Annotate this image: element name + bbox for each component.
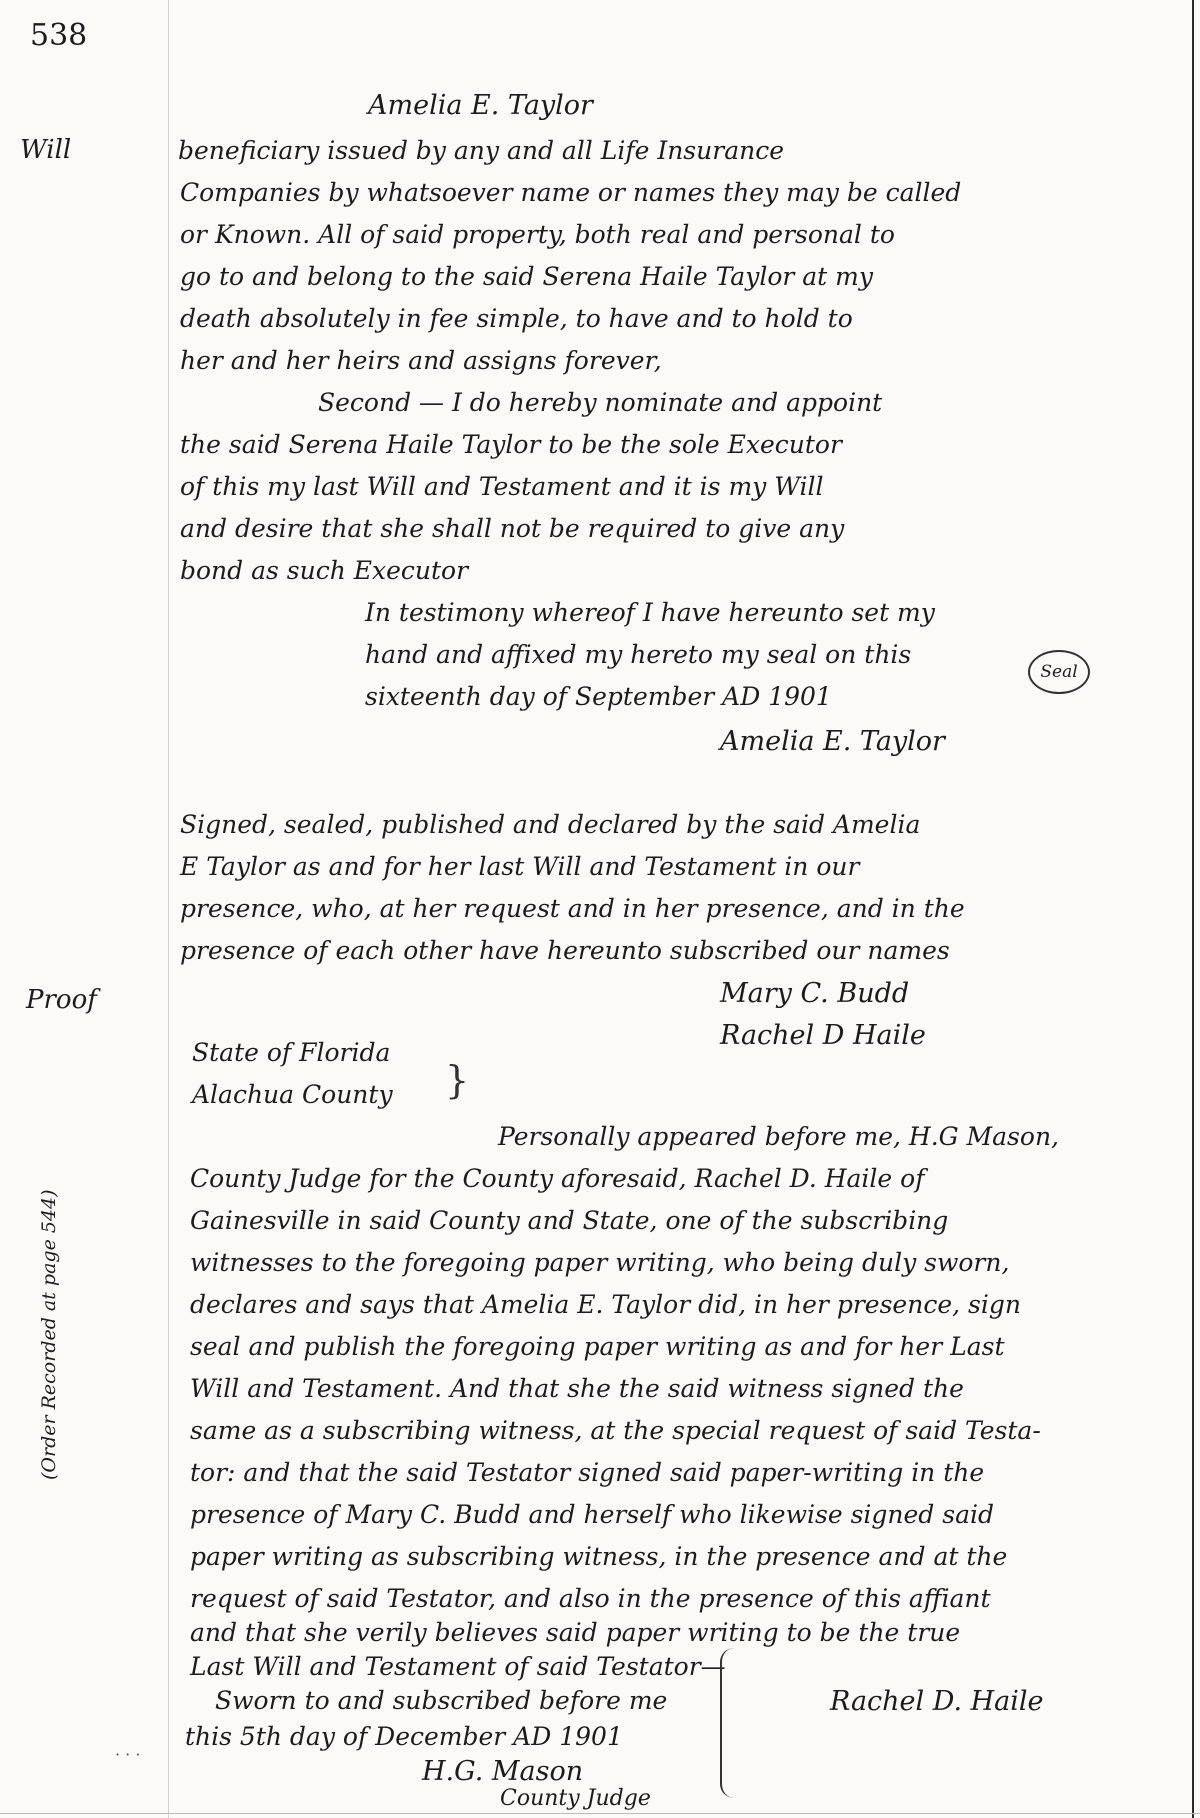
will-line: In testimony whereof I have hereunto set my bbox=[365, 598, 935, 627]
proof-line: declares and says that Amelia E. Taylor did, in her presence, sign bbox=[190, 1290, 1021, 1319]
will-line: of this my last Will and Testament and it is my Will bbox=[180, 472, 824, 501]
page-number: 538 bbox=[30, 18, 88, 53]
jurat-line: this 5th day of December AD 1901 bbox=[185, 1722, 623, 1751]
jurat-brace bbox=[720, 1648, 746, 1798]
will-line: bond as such Executor bbox=[180, 556, 469, 585]
proof-line: Last Will and Testament of said Testator— bbox=[190, 1652, 726, 1681]
attestation-line: presence of each other have hereunto subscribed our names bbox=[180, 936, 950, 965]
venue-state: State of Florida bbox=[192, 1038, 391, 1067]
proof-line: and that she verily believes said paper writing to be the true bbox=[190, 1618, 961, 1647]
venue-brace: } bbox=[445, 1058, 470, 1102]
proof-line: tor: and that the said Testator signed said paper-writing in the bbox=[190, 1458, 985, 1487]
attestation-line: E Taylor as and for her last Will and Testament in our bbox=[180, 852, 860, 881]
will-line: go to and belong to the said Serena Haile Taylor at my bbox=[180, 262, 874, 291]
ink-smudge: · · · bbox=[115, 1745, 141, 1764]
witness-signature: Mary C. Budd bbox=[720, 978, 910, 1009]
judge-signature: H.G. Mason bbox=[422, 1756, 584, 1787]
attestation-line: Signed, sealed, published and declared by the said Amelia bbox=[180, 810, 921, 839]
will-line: or Known. All of said property, both real and personal to bbox=[180, 220, 895, 249]
affiant-signature: Rachel D. Haile bbox=[830, 1686, 1044, 1717]
will-line: sixteenth day of September AD 1901 bbox=[365, 682, 832, 711]
will-line: Second — I do hereby nominate and appoint bbox=[318, 388, 883, 417]
will-line: beneficiary issued by any and all Life Insurance bbox=[178, 136, 784, 165]
proof-line: paper writing as subscribing witness, in the presence and at the bbox=[190, 1542, 1008, 1571]
jurat-line: Sworn to and subscribed before me bbox=[215, 1686, 668, 1715]
will-line: the said Serena Haile Taylor to be the sole Executor bbox=[180, 430, 842, 459]
proof-line: request of said Testator, and also in the presence of this affiant bbox=[190, 1584, 991, 1613]
proof-line: presence of Mary C. Budd and herself who likewise signed said bbox=[190, 1500, 994, 1529]
will-line: hand and affixed my hereto my seal on this bbox=[365, 640, 912, 669]
margin-rule bbox=[168, 0, 169, 1818]
will-line: her and her heirs and assigns forever, bbox=[180, 346, 662, 375]
margin-label-proof: Proof bbox=[26, 985, 97, 1015]
attestation-line: presence, who, at her request and in her presence, and in the bbox=[180, 894, 965, 923]
page-bottom-edge bbox=[0, 1813, 1200, 1814]
proof-line: County Judge for the County aforesaid, Rachel D. Haile of bbox=[190, 1164, 925, 1193]
proof-line: witnesses to the foregoing paper writing, who being duly sworn, bbox=[190, 1248, 1010, 1277]
margin-vertical-note: (Order Recorded at page 544) bbox=[38, 1189, 60, 1480]
will-title: Amelia E. Taylor bbox=[368, 90, 593, 121]
will-line: Companies by whatsoever name or names they may be called bbox=[180, 178, 962, 207]
testator-signature: Amelia E. Taylor bbox=[720, 726, 945, 757]
proof-line: same as a subscribing witness, at the special request of said Testa- bbox=[190, 1416, 1041, 1445]
proof-line: Personally appeared before me, H.G Mason, bbox=[498, 1122, 1059, 1151]
will-line: and desire that she shall not be required to give any bbox=[180, 514, 845, 543]
seal-mark: Seal bbox=[1028, 650, 1090, 694]
margin-label-will: Will bbox=[20, 135, 72, 165]
proof-line: Will and Testament. And that she the said witness signed the bbox=[190, 1374, 964, 1403]
venue-county: Alachua County bbox=[192, 1080, 393, 1109]
judge-title: County Judge bbox=[500, 1786, 651, 1811]
witness-signature: Rachel D Haile bbox=[720, 1020, 926, 1051]
will-line: death absolutely in fee simple, to have and to hold to bbox=[180, 304, 853, 333]
proof-line: Gainesville in said County and State, one of the subscribing bbox=[190, 1206, 949, 1235]
proof-line: seal and publish the foregoing paper writing as and for her Last bbox=[190, 1332, 1005, 1361]
page-edge bbox=[1192, 0, 1194, 1818]
